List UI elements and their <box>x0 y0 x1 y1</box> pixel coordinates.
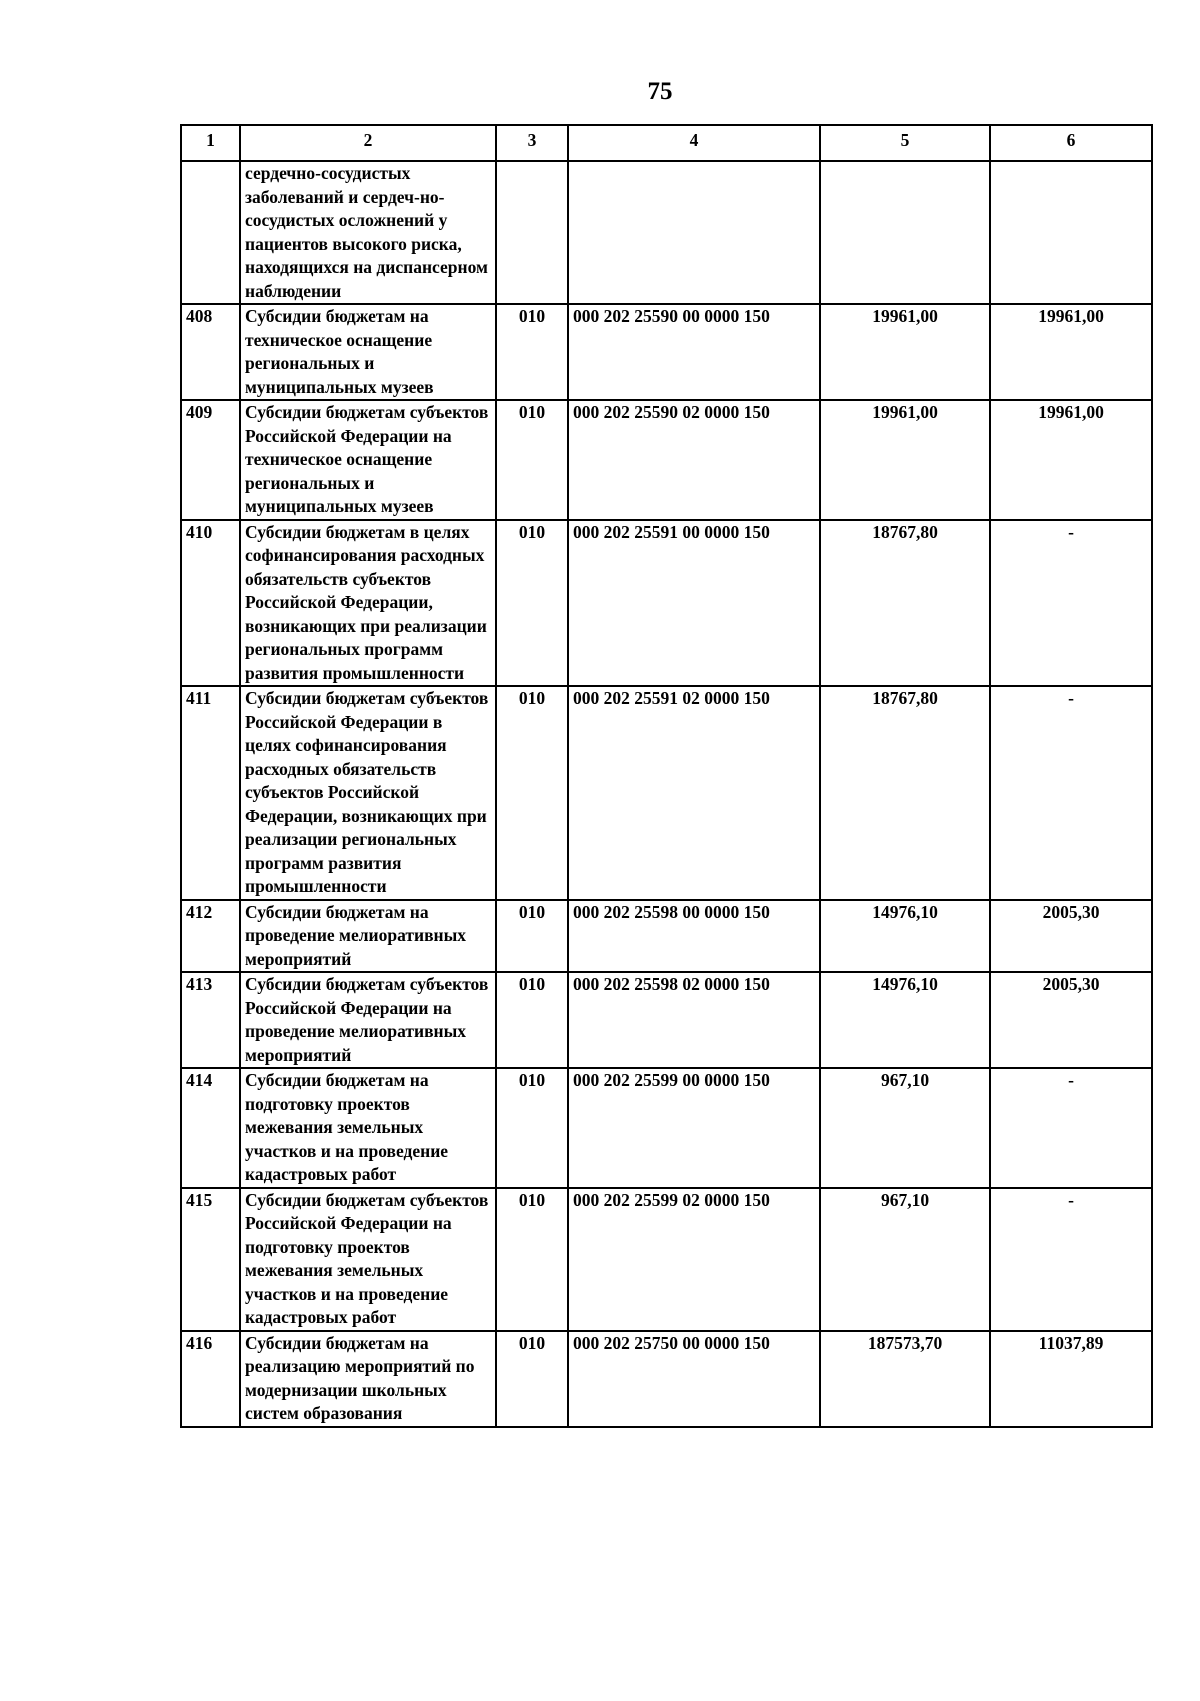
row-sum-6: - <box>990 686 1152 900</box>
table-header-row <box>181 125 1152 161</box>
row-category: 010 <box>496 304 568 400</box>
row-sum-5: 967,10 <box>820 1068 990 1188</box>
row-sum-5: 18767,80 <box>820 686 990 900</box>
row-number: 416 <box>181 1331 240 1427</box>
row-code: 000 202 25591 02 0000 150 <box>568 686 820 900</box>
row-sum-6: - <box>990 520 1152 687</box>
table-row <box>181 1068 1152 1188</box>
row-number: 414 <box>181 1068 240 1188</box>
header-col-1: 1 <box>181 125 240 161</box>
row-code: 000 202 25750 00 0000 150 <box>568 1331 820 1427</box>
row-code: 000 202 25590 00 0000 150 <box>568 304 820 400</box>
header-col-3: 3 <box>496 125 568 161</box>
row-category: 010 <box>496 900 568 973</box>
row-name: Субсидии бюджетам на реализацию мероприятий по модернизации школьных систем образования <box>240 1331 496 1427</box>
row-sum-5: 19961,00 <box>820 304 990 400</box>
row-number: 415 <box>181 1188 240 1331</box>
row-number: 409 <box>181 400 240 520</box>
row-category: 010 <box>496 520 568 687</box>
row-category: 010 <box>496 686 568 900</box>
row-sum-5 <box>820 161 990 304</box>
table-row <box>181 520 1152 687</box>
row-sum-6: - <box>990 1068 1152 1188</box>
header-col-5: 5 <box>820 125 990 161</box>
header-col-6: 6 <box>990 125 1152 161</box>
row-category: 010 <box>496 1188 568 1331</box>
table-row <box>181 900 1152 973</box>
row-name: Субсидии бюджетам в целях софинансирования расходных обязательств субъектов Российской Федерации, возникающих при реализации региональных программ развития промышленности <box>240 520 496 687</box>
row-code: 000 202 25598 00 0000 150 <box>568 900 820 973</box>
row-name: сердечно-сосудистых заболеваний и сердеч-но-сосудистых осложнений у пациентов высокого риска, находящихся на диспансерном наблюдении <box>240 161 496 304</box>
row-sum-5: 187573,70 <box>820 1331 990 1427</box>
row-name: Субсидии бюджетам субъектов Российской Федерации в целях софинансирования расходных обязательств субъектов Российской Федерации, возникающих при реализации региональных программ развития промышленности <box>240 686 496 900</box>
header-col-2: 2 <box>240 125 496 161</box>
row-sum-5: 19961,00 <box>820 400 990 520</box>
row-number <box>181 161 240 304</box>
header-col-4: 4 <box>568 125 820 161</box>
row-sum-6: - <box>990 1188 1152 1331</box>
row-code: 000 202 25591 00 0000 150 <box>568 520 820 687</box>
row-category: 010 <box>496 972 568 1068</box>
row-category: 010 <box>496 1331 568 1427</box>
row-sum-5: 18767,80 <box>820 520 990 687</box>
row-sum-6: 2005,30 <box>990 900 1152 973</box>
row-sum-6 <box>990 161 1152 304</box>
table-row <box>181 1331 1152 1427</box>
row-name: Субсидии бюджетам на подготовку проектов межевания земельных участков и на проведение кадастровых работ <box>240 1068 496 1188</box>
row-number: 408 <box>181 304 240 400</box>
row-code: 000 202 25598 02 0000 150 <box>568 972 820 1068</box>
row-category: 010 <box>496 400 568 520</box>
row-sum-6: 2005,30 <box>990 972 1152 1068</box>
row-name: Субсидии бюджетам субъектов Российской Федерации на проведение мелиоративных мероприятий <box>240 972 496 1068</box>
row-number: 413 <box>181 972 240 1068</box>
row-code: 000 202 25599 00 0000 150 <box>568 1068 820 1188</box>
row-sum-5: 14976,10 <box>820 900 990 973</box>
row-number: 412 <box>181 900 240 973</box>
table-row <box>181 161 1152 304</box>
row-name: Субсидии бюджетам субъектов Российской Федерации на техническое оснащение региональных и муниципальных музеев <box>240 400 496 520</box>
row-sum-5: 967,10 <box>820 1188 990 1331</box>
row-sum-6: 19961,00 <box>990 400 1152 520</box>
table-row <box>181 400 1152 520</box>
row-code: 000 202 25590 02 0000 150 <box>568 400 820 520</box>
row-category: 010 <box>496 1068 568 1188</box>
table-row <box>181 972 1152 1068</box>
table-row <box>181 1188 1152 1331</box>
budget-table <box>180 124 1153 1428</box>
table-row <box>181 686 1152 900</box>
row-number: 410 <box>181 520 240 687</box>
table-row <box>181 304 1152 400</box>
row-name: Субсидии бюджетам субъектов Российской Федерации на подготовку проектов межевания земельных участков и на проведение кадастровых работ <box>240 1188 496 1331</box>
page-number: 75 <box>647 78 673 105</box>
row-category <box>496 161 568 304</box>
row-sum-6: 11037,89 <box>990 1331 1152 1427</box>
row-number: 411 <box>181 686 240 900</box>
row-name: Субсидии бюджетам на техническое оснащение региональных и муниципальных музеев <box>240 304 496 400</box>
row-sum-5: 14976,10 <box>820 972 990 1068</box>
row-sum-6: 19961,00 <box>990 304 1152 400</box>
row-name: Субсидии бюджетам на проведение мелиоративных мероприятий <box>240 900 496 973</box>
row-code: 000 202 25599 02 0000 150 <box>568 1188 820 1331</box>
row-code <box>568 161 820 304</box>
